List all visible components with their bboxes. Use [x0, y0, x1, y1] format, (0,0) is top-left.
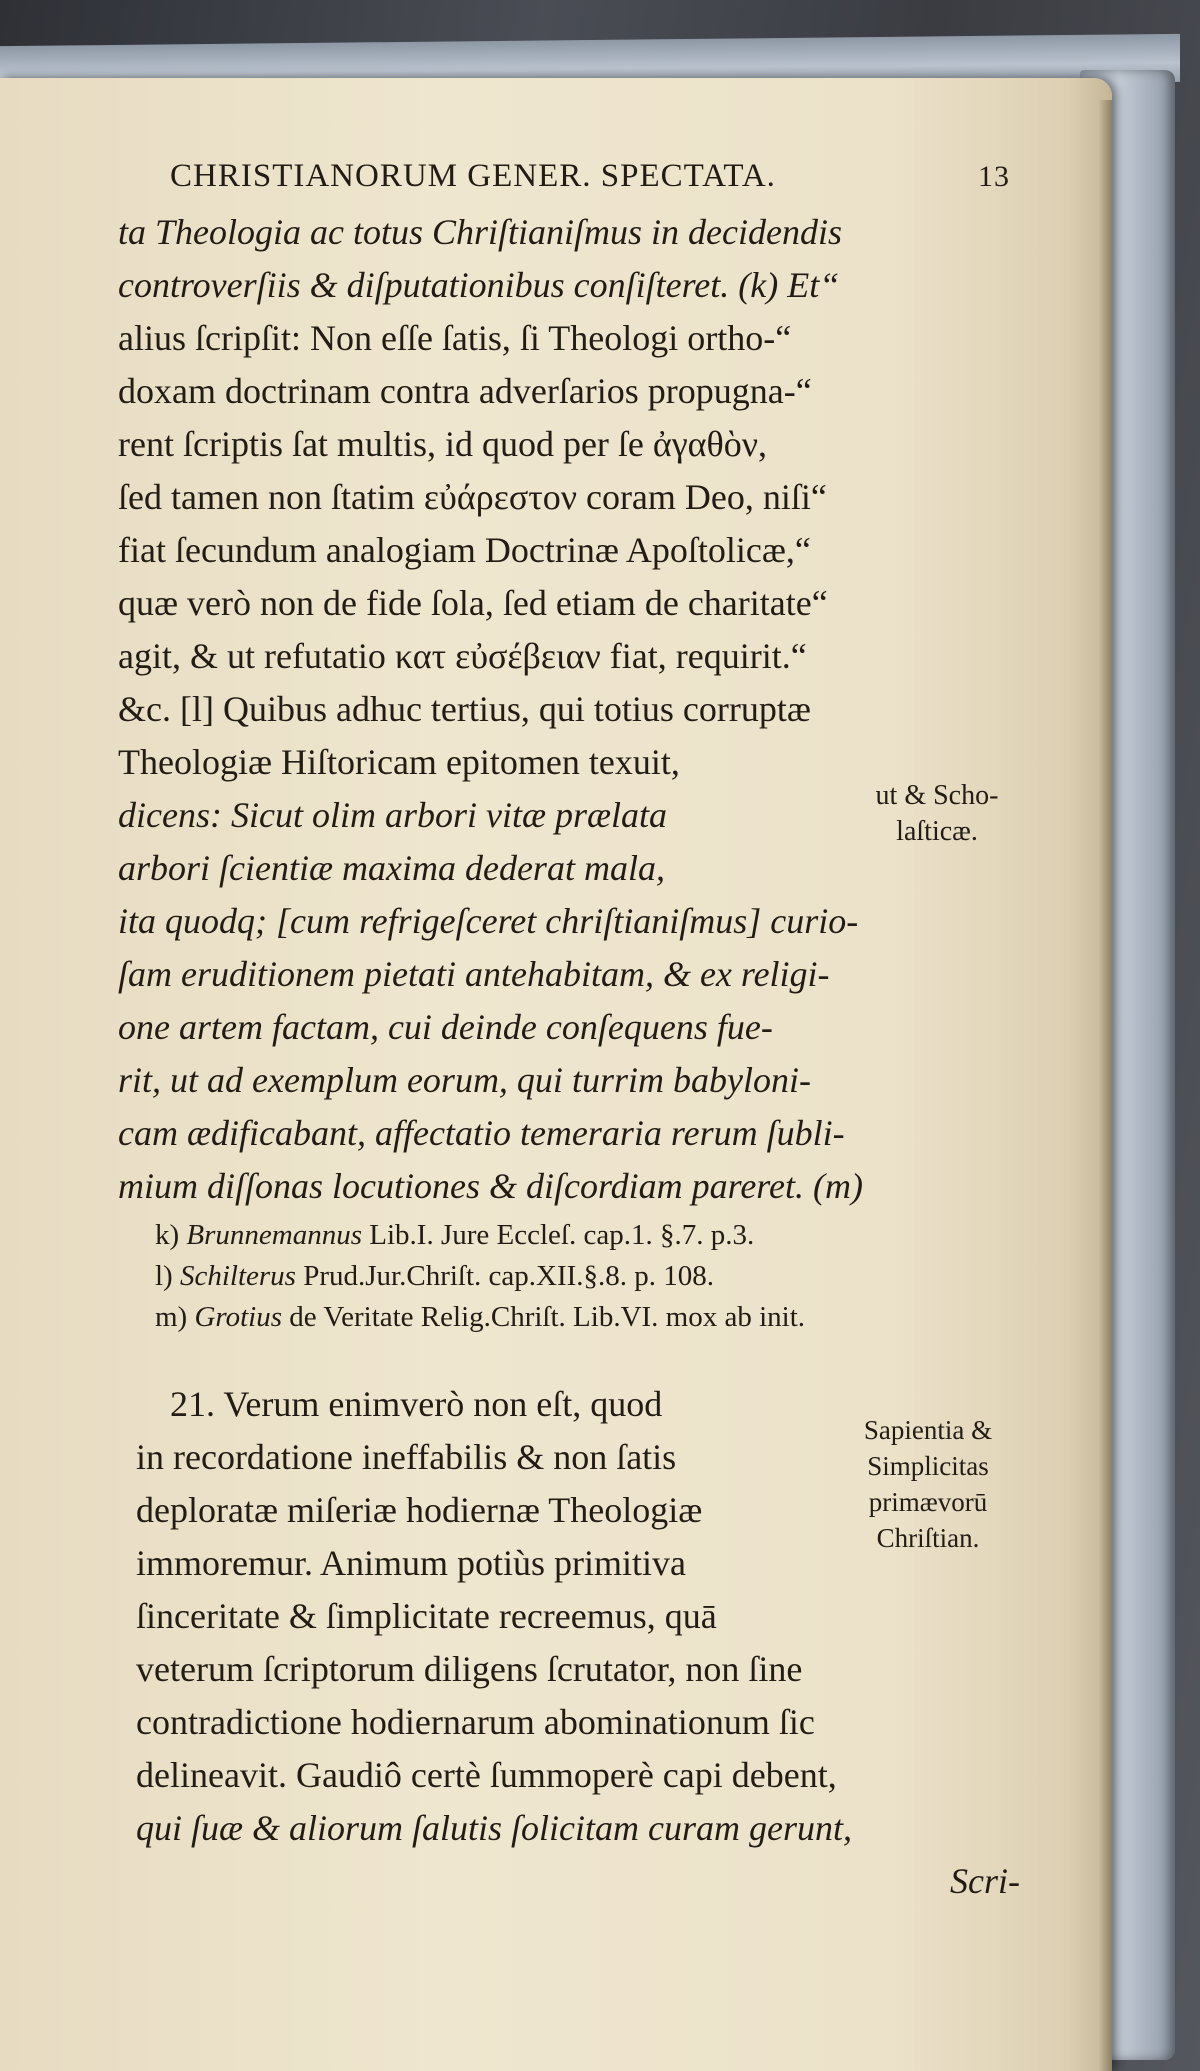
body-line: dicens: Sicut olim arbori vitæ prælata	[118, 795, 667, 835]
body-line: in recordatione ineffabilis & non ſatis	[136, 1437, 677, 1477]
body-line: alius ſcripſit: Non eſſe ſatis, ſi Theologi ortho-“	[118, 318, 792, 358]
footnote-mark: k)	[155, 1219, 180, 1251]
running-header	[170, 158, 1010, 208]
body-line: ta Theologia ac totus Chriſtianiſmus in decidendis	[118, 212, 842, 252]
body-line: ita quodq; [cum refrigeſceret chriſtianiſmus] curio-	[118, 901, 859, 941]
body-line: veterum ſcriptorum diligens ſcrutator, non ſine	[136, 1649, 803, 1689]
footnote-m	[155, 1297, 1015, 1337]
body-line: immoremur. Animum potiùs primitiva	[136, 1543, 686, 1583]
margin-note-scholastics	[862, 778, 1012, 850]
running-title: CHRISTIANORUM GENER. SPECTATA.	[170, 158, 776, 194]
footnote-text: Lib.I. Jure Eccleſ. cap.1. §.7. p.3.	[369, 1219, 755, 1251]
body-line: mium diſſonas locutiones & diſcordiam pareret. (m)	[118, 1166, 863, 1206]
margin-note-line: primævorū	[868, 1487, 988, 1517]
body-line: fiat ſecundum analogiam Doctrinæ Apoſtolicæ,“	[118, 530, 811, 570]
body-line: ſed tamen non ſtatim εὐάρεστον coram Deo, niſi“	[118, 477, 827, 517]
body-line: arbori ſcientiæ maxima dederat mala,	[118, 848, 665, 888]
body-line: doxam doctrinam contra adverſarios propugna-“	[118, 371, 812, 411]
body-line: delineavit. Gaudiô certè ſummoperè capi debent,	[136, 1755, 837, 1795]
margin-note-wisdom	[838, 1412, 1018, 1556]
footnote-text: Prud.Jur.Chriſt. cap.XII.§.8. p. 108.	[303, 1260, 715, 1292]
body-line: one artem factam, cui deinde conſequens fue-	[118, 1007, 773, 1047]
footnote-author: Brunnemannus	[186, 1219, 363, 1251]
footnote-author: Schilterus	[179, 1260, 296, 1292]
margin-note-line: laſticæ.	[896, 816, 978, 847]
footnote-k	[155, 1215, 1015, 1255]
footnote-author: Grotius	[194, 1301, 283, 1333]
footnote-l	[155, 1256, 1015, 1296]
margin-note-line: ut & Scho-	[875, 780, 999, 811]
body-line: contradictione hodiernarum abominationum ſic	[136, 1702, 815, 1742]
body-line: qui ſuæ & aliorum ſalutis ſolicitam curam gerunt,	[136, 1808, 853, 1848]
page-number: 13	[978, 160, 1010, 193]
body-line: deploratæ miſeriæ hodiernæ Theologiæ	[136, 1490, 703, 1530]
margin-note-line: Chriſtian.	[876, 1523, 980, 1553]
footnote-mark: m)	[155, 1301, 188, 1333]
body-line: ſinceritate & ſimplicitate recreemus, quā	[136, 1596, 717, 1636]
footnote-mark: l)	[155, 1260, 173, 1292]
body-line: 21. Verum enimverò non eſt, quod	[170, 1384, 663, 1424]
body-line: quæ verò non de fide ſola, ſed etiam de charitate“	[118, 583, 828, 623]
footnote-text: de Veritate Relig.Chriſt. Lib.VI. mox ab init.	[289, 1301, 806, 1333]
catchword: Scri-	[950, 1861, 1020, 1901]
page-gutter-shadow	[1098, 100, 1112, 2071]
body-line: ſam eruditionem pietati antehabitam, & ex religi-	[118, 954, 830, 994]
margin-note-line: Sapientia &	[863, 1415, 993, 1445]
body-line: agit, & ut refutatio κατ εὐσέβειαν fiat, requirit.“	[118, 636, 807, 676]
body-line: controverſiis & diſputationibus conſiſteret. (k) Et“	[118, 265, 840, 305]
body-line: cam ædificabant, affectatio temeraria rerum ſubli-	[118, 1113, 845, 1153]
body-line: rent ſcriptis ſat multis, id quod per ſe ἀγαθὸν,	[118, 424, 768, 464]
body-line: rit, ut ad exemplum eorum, qui turrim babyloni-	[118, 1060, 811, 1100]
margin-note-line: Simplicitas	[867, 1451, 989, 1481]
body-line: &c. [l] Quibus adhuc tertius, qui totius corruptæ	[118, 689, 811, 729]
body-line: Theologiæ Hiſtoricam epitomen texuit,	[118, 742, 680, 782]
